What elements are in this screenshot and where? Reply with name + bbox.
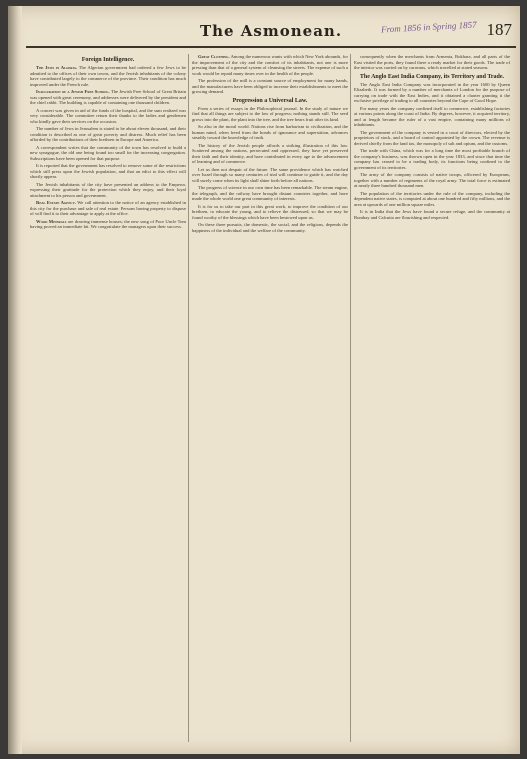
article-heading: Foreign Intelligence. [81,57,135,63]
paragraph-text: It is reported that the government has resolved to remove some of the restrictions which still press upon the Jewish population, and that an edict to this effect will shortly appear. [30,163,186,179]
column-1 [30,54,186,744]
article-paragraph [30,163,186,180]
newspaper-page [8,6,520,754]
paragraph-text: So also in the moral world. Nations rise from barbarism to civilization, and the human mind, when freed from the bonds of ignorance and superstition, advances steadily toward the knowledge of truth. [192,124,348,140]
paragraph-text: On these three pursuits, the domestic, the social, and the religious, depends the happiness of the individual and the welfare of the community. [192,222,348,233]
paragraph-text: Among the numerous wants with which New York abounds, for the improvement of the city and the comfort of its inhabitants, not one is more pressing than that of a general system of cleansing the streets. The expense of such a work would be repaid many times over in the health of the people. [192,54,348,76]
column-rule [350,54,351,742]
article-paragraph [192,78,348,95]
masthead-title: The Asmonean. [199,22,343,40]
article-paragraph [30,108,186,125]
paragraph-lead: Great Clothing. [198,54,230,59]
article-paragraph [354,209,510,220]
paragraph-text: The government of the company is vested in a court of directors, elected by the proprietors of stock, and a board of control appointed by the crown. The revenue is derived chiefly from the land tax, the monopoly of salt and opium, and the customs. [354,129,510,146]
paragraph-text: The population of the territories under the rule of the company, including the dependent native states, is computed at about one hundred and fifty millions, and the area at upwards of one million square miles. [354,190,510,207]
paragraph-text: It is for us to take our part in this great work, to improve the condition of our brethren, to educate the young, and to relieve the distressed, so that we may be found worthy of the blessings which have been bestowed upon us. [192,203,348,220]
paragraph-text: The progress of science in our own time has been remarkable. The steam engine, the telegraph, and the railway have brought distant countries together, and have made the whole world one great community of interests. [192,185,348,201]
article-paragraph [354,148,510,170]
paragraph-text: From a series of essays in the Philosophical journal. In the study of nature we find that all things are subject to the law of progress; nothing stands still. The seed grows into the plant, the plant into the tree, and the tree bears fruit after its kind. [192,105,348,122]
binding-gutter [8,6,22,754]
article-paragraph [30,126,186,143]
paragraph-text: The history of the Jewish people affords a striking illustration of this law. Scattered among the nations, persecuted and oppressed, they have yet preserved their faith and their identity, and have contributed in every age to the advancement of learning and of commerce. [192,142,348,164]
paragraph-text: The Algerian government had ordered a few Jews to be admitted to the offices of their own towns, and the Jewish inhabitants of the colony have contributed largely to the commerce of the province. Their condition has much improved under the French rule. [30,65,186,87]
paragraph-text: For many years the company confined itself to commerce, establishing factories at various points along the coast of India. By degrees, however, it acquired territory, and at length became the ruler of a vast empire, containing many millions of inhabitants. [354,105,510,127]
paragraph-text: It is in India that the Jews have found a secure refuge, and the community at Bombay and Calcutta are flourishing and respected. [354,209,510,220]
article-paragraph [354,106,510,128]
article-paragraph [192,167,348,184]
article-paragraph [30,89,186,106]
paragraph-text: The trade with China, which was for a long time the most profitable branch of the company's business, was thrown open in the year 1833, and since that time the company has ceased to be a trading body, its functions being confined to the government of its territories. [354,148,510,170]
paragraph-lead: Wood Minerals [36,218,67,224]
handwritten-annotation: From 1856 in Spring 1857 [380,19,477,35]
paragraph-text: consequently when the merchants from Armenia, Bokhara, and all parts of the East visited the ports, they found there a ready market for their goods. The trade of the interior was carried on by caravans, which travelled at stated seasons. [354,54,510,70]
paragraph-text: A concert was given in aid of the funds of the hospital, and the sum realized was very considerable. The committee return their thanks to the ladies and gentlemen who kindly gave their services on the occasion. [30,107,186,124]
article-heading: The Anglo East India Company, its Territory and Trade. [359,73,505,80]
paragraph-text: The profession of the mill is a constant source of employment for many hands, and the manufacturers have been obliged to increase their establishments to meet the growing demand. [192,78,348,94]
article-paragraph [30,65,186,87]
paragraph-text: We call attention to the notice of an agency established in this city for the purchase and sale of real estate. Persons having property to dispose of will find it to their advantage to apply at the office. [30,200,186,216]
article-paragraph [30,182,186,199]
paragraph-text: A correspondent writes that the community of the town has resolved to build a new synagogue, the old one being found too small for the increasing congregation. Subscriptions have been opened for that purpose. [30,144,186,161]
page-header [26,16,516,48]
article-paragraph [354,82,510,104]
article-paragraph [192,143,348,165]
paragraph-lead: The Jews in Algeria. [36,65,78,70]
page-number: 187 [486,20,512,39]
column-2 [192,54,348,744]
paragraph-lead: Real Estate Agency. [36,200,76,205]
article-paragraph [192,204,348,221]
article-paragraph [192,185,348,202]
column-rule [188,54,189,742]
paragraph-text: The army of the company consists of native troops, officered by Europeans, together with a number of regiments of the royal army. The total force is estimated at nearly three hundred thousand men. [354,172,510,188]
article-paragraph [354,130,510,147]
paragraph-text: Let us then not despair of the future. The same providence which has watched over Israel through so many centuries of trial will continue to guide it, and the day will surely come when its light shall shine forth before all nations. [192,166,348,183]
article-paragraph [354,191,510,208]
article-paragraph [354,54,510,71]
article-paragraph [30,200,186,217]
paragraph-text: are drawing immense houses; the new song of Poor Uncle Tom having proved an immediate hit. We congratulate the managers upon their success. [30,218,186,229]
paragraph-text: The Jewish Free School of Great Britain was opened with great ceremony, and addresses were delivered by the president and the chief rabbi. The building is capable of containing one thousand children. [30,89,186,105]
article-paragraph [192,222,348,233]
article-paragraph [30,145,186,162]
article-paragraph [192,124,348,141]
article-paragraph [30,219,186,230]
paragraph-text: The Jewish inhabitants of the city have presented an address to the Emperor, expressing their gratitude for the protection which they enjoy, and their loyal attachment to his person and government. [30,181,186,198]
paragraph-lead: Inauguration of a Jewish Free School. [36,89,110,94]
article-paragraph [354,172,510,189]
article-heading: Progression a Universal Law. [232,97,308,104]
paragraph-text: The Anglo East India Company was incorporated in the year 1600 by Queen Elizabeth. It was formed by a number of merchants of London for the purpose of carrying on trade with the East Indies, and it obtained a charter granting it the exclusive privilege of trading to all countries beyond the Cape of Good Hope. [354,81,510,103]
article-paragraph [192,106,348,123]
column-3 [354,54,510,744]
article-paragraph [192,54,348,76]
paragraph-text: The number of Jews in Jerusalem is stated to be about eleven thousand, and their condition is described as one of great poverty and distress. Much relief has been afforded by the contributions of their brethren in Europe and America. [30,126,186,142]
